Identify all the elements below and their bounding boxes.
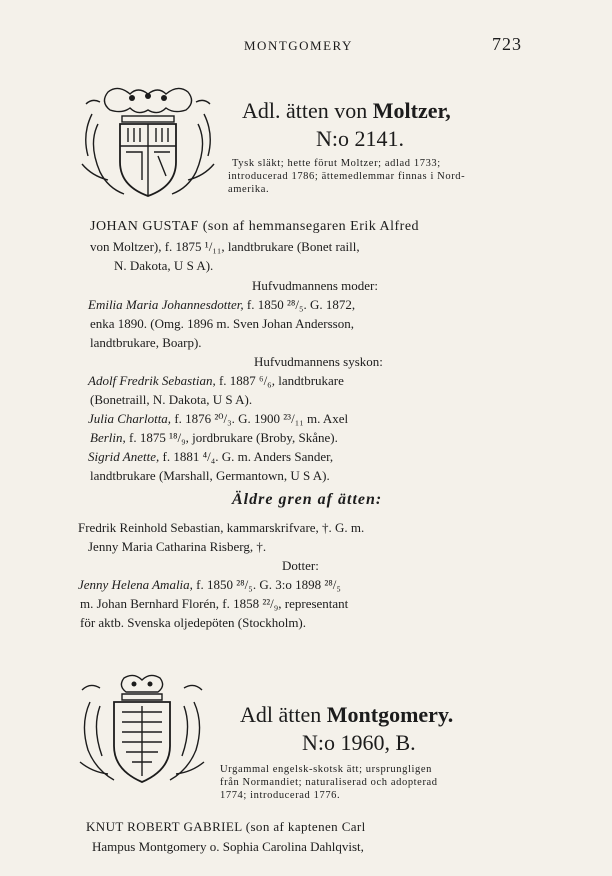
daughter-line: för aktb. Svenska oljedepöten (Stockholm). [80,615,307,630]
siblings-heading: Hufvudmannens syskon: [254,354,383,369]
mother-line: Emilia Maria Johannesdotter, f. 1850 ²⁸/₅. G. 1872, [88,297,356,312]
family-description-line: introducerad 1786; ättemedlemmar finnas i Nord- [228,171,466,182]
sibling-line: Sigrid Anette, f. 1881 ⁴/₄. G. m. Anders Sander, [88,449,334,464]
mother-line: landtbrukare, Boarp). [90,335,202,350]
sibling-line: landtbrukare (Marshall, Germantown, U S A). [90,468,330,483]
sibling-line: (Bonetraill, N. Dakota, U S A). [90,392,253,407]
older-branch-line: Fredrik Reinhold Sebastian, kammarskrifvare, †. G. m. [78,520,365,535]
page-header [0,34,612,58]
mother-line: enka 1890. (Omg. 1896 m. Sven Johan Andersson, [90,316,354,331]
coat-of-arms-icon [78,84,218,202]
family-title-montgomery: Adl ätten Montgomery. [240,702,454,727]
knut-line: KNUT ROBERT GABRIEL (son af kaptenen Carl [86,819,366,834]
coat-of-arms-icon [74,672,210,788]
running-title: MONTGOMERY [244,38,353,53]
family-description-line: från Normandiet; naturaliserad och adopterad [220,777,438,788]
knut-line: Hampus Montgomery o. Sophia Carolina Dahlqvist, [92,839,364,854]
daughter-line: m. Johan Bernhard Florén, f. 1858 ²²/₉, representant [80,596,349,611]
family-title-moltzer: Adl. ätten von Moltzer, [242,98,451,123]
family-description-line: amerika. [228,184,270,195]
daughter-line: Jenny Helena Amalia, f. 1850 ²⁸/₅. G. 3:o 1898 ²⁸/₅ [78,577,341,592]
family-description-line: Urgammal engelsk-skotsk ätt; ursprungligen [220,764,432,775]
sibling-line: Berlin, f. 1875 ¹⁸/₉, jordbrukare (Broby, Skåne). [90,430,338,445]
mother-heading: Hufvudmannens moder: [252,278,379,293]
page-number: 723 [492,34,522,54]
family-number: N:o 2141. [316,126,404,151]
main-person-line: JOHAN GUSTAF (son af hemmansegaren Erik Alfred [90,219,420,234]
sibling-line: Julia Charlotta, f. 1876 ²⁰/₃. G. 1900 ²³/₁₁ m. Axel [88,411,349,426]
family-description-line: Tysk släkt; hette förut Moltzer; adlad 1733; [232,158,441,169]
family-name: Montgomery. [326,702,454,727]
family-name: Moltzer, [372,98,451,123]
older-branch-heading: Äldre gren af ätten: [232,491,383,508]
family-description-line: 1774; introducerad 1776. [220,790,341,801]
family-number: N:o 1960, B. [302,730,416,755]
main-person-line: N. Dakota, U S A). [114,258,214,273]
older-branch-line: Jenny Maria Catharina Risberg, †. [88,539,267,554]
sibling-line: Adolf Fredrik Sebastian, f. 1887 ⁶/₆, landtbrukare [88,373,344,388]
daughter-heading: Dotter: [282,558,319,573]
main-person-line: von Moltzer), f. 1875 ¹/₁₁, landtbrukare (Bonet raill, [90,239,360,254]
